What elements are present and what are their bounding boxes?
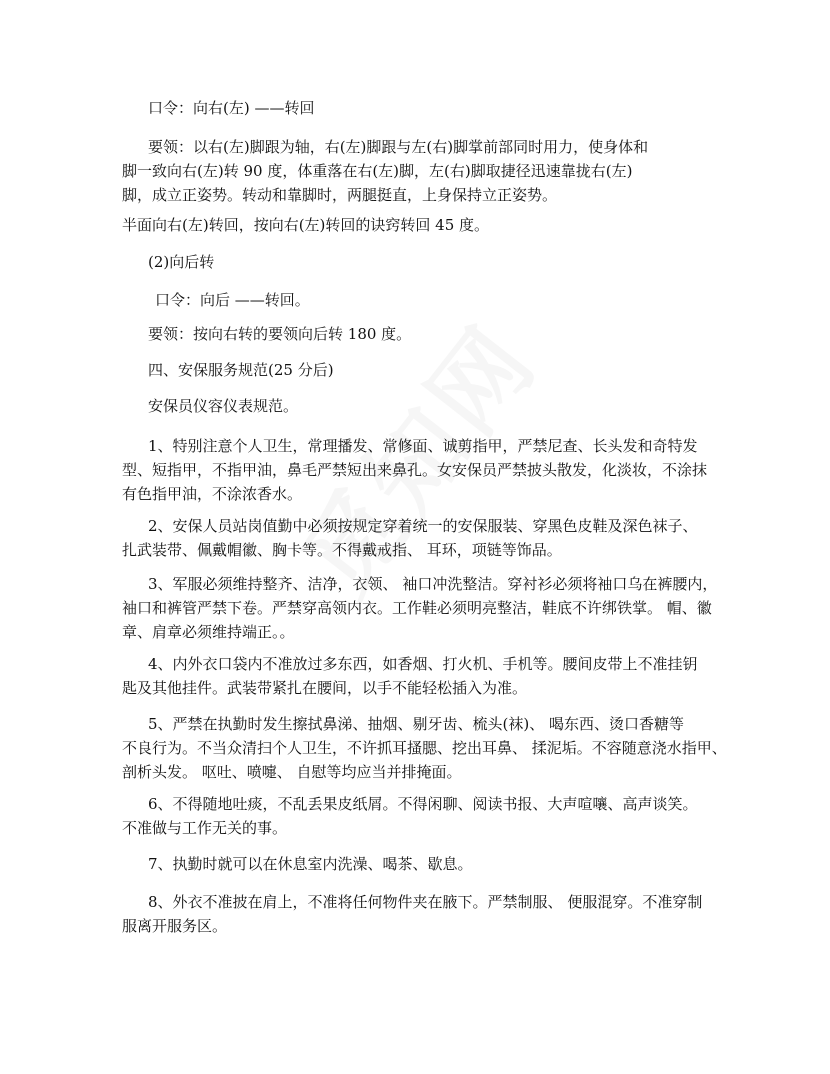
- paragraph: [148, 434, 738, 458]
- paragraph: [122, 159, 712, 207]
- text-line: 7、执勤时就可以在休息室内洗澡、喝茶、歇息。: [148, 855, 473, 873]
- text-line: 6、不得随地吐痰，不乱丢果皮纸屑。不得闲聊、阅读书报、大声喧嚷、高声谈笑。: [148, 795, 698, 813]
- text-line: 4、内外衣口袋内不准放过多东西，如香烟、打火机、手机等。腰间皮带上不准挂钥: [148, 655, 698, 673]
- paragraph: [155, 288, 745, 312]
- text-line: (2)向后转: [148, 253, 215, 271]
- text-line: 不准做与工作无关的事。: [122, 819, 288, 837]
- paragraph: [148, 250, 738, 274]
- text-line: 要领：按向右转的要领向后转 180 度。: [148, 325, 412, 343]
- paragraph: [148, 792, 738, 816]
- paragraph: [148, 514, 738, 538]
- text-line: 四、安保服务规范(25 分后): [148, 361, 334, 379]
- text-line: 2、安保人员站岗值勤中必须按规定穿着统一的安保服装、穿黑色皮鞋及深色袜子、: [148, 517, 698, 535]
- text-line: 型、短指甲，不指甲油，鼻毛严禁短出来鼻孔。女安保员严禁披头散发，化淡妆，不涂抹: [122, 461, 708, 479]
- text-line: 半面向右(左)转回，按向右(左)转回的诀窍转回 45 度。: [122, 216, 490, 234]
- paragraph: [148, 322, 738, 346]
- paragraph: [122, 676, 712, 700]
- text-line: 3、军服必须维持整齐、洁净，衣领、 袖口冲洗整洁。穿衬衫必须将袖口乌在裤腰内，: [148, 575, 718, 593]
- text-line: 袖口和裤管严禁下卷。严禁穿高领内衣。工作鞋必须明亮整洁，鞋底不许绑铁掌。 帽、徽: [122, 599, 712, 617]
- text-line: 安保员仪容仪表规范。: [148, 397, 299, 415]
- text-line: 章、肩章必须维持端正。。: [122, 623, 295, 641]
- paragraph: [122, 914, 712, 938]
- paragraph: [148, 852, 738, 876]
- paragraph: [148, 96, 738, 120]
- paragraph: [148, 712, 738, 736]
- text-line: 要领：以右(左)脚跟为轴，右(左)脚跟与左(右)脚掌前部同时用力，使身体和: [148, 138, 649, 156]
- paragraph: [122, 538, 712, 562]
- text-line: 服离开服务区。: [122, 917, 228, 935]
- text-line: 1、特别注意个人卫生，常理播发、常修面、诚剪指甲，严禁尼查、长头发和奇特发: [148, 437, 698, 455]
- paragraph: [148, 890, 738, 914]
- text-line: 口令：向后 ——转回。: [155, 291, 310, 309]
- paragraph: [148, 572, 738, 596]
- paragraph: [148, 135, 738, 159]
- paragraph: [148, 652, 738, 676]
- text-line: 口令：向右(左) ——转回: [148, 99, 315, 117]
- text-line: 不良行为。不当众清扫个人卫生，不许抓耳搔腮、挖出耳鼻、 揉泥垢。不容随意浇水指甲、: [122, 739, 727, 757]
- text-line: 匙及其他挂件。武装带紧扎在腰间，以手不能轻松插入为准。: [122, 679, 528, 697]
- paragraph: [148, 394, 738, 418]
- paragraph: [122, 596, 712, 644]
- paragraph: [122, 458, 712, 506]
- text-line: 有色指甲油，不涂浓香水。: [122, 485, 303, 503]
- text-line: 脚，成立正姿势。转动和靠脚时，两腿挺直，上身保持立正姿势。: [122, 186, 558, 204]
- paragraph: [148, 358, 738, 382]
- text-line: 8、外衣不准披在肩上，不准将任何物件夹在腋下。严禁制服、 便服混穿。不准穿制: [148, 893, 703, 911]
- text-line: 剖析头发。 呕吐、喷嚏、 自慰等均应当并排掩面。: [122, 763, 462, 781]
- paragraph: [122, 736, 727, 784]
- text-line: 5、严禁在执勤时发生擦拭鼻涕、抽烟、剔牙齿、梳头(袜)、 喝东西、烫口香糖等: [148, 715, 685, 733]
- text-line: 脚一致向右(左)转 90 度，体重落在右(左)脚，左(右)脚取捷径迅速靠拢右(左): [122, 162, 633, 180]
- paragraph: [122, 213, 712, 237]
- paragraph: [122, 816, 712, 840]
- text-line: 扎武装带、佩戴帽徽、胸卡等。不得戴戒指、 耳环，项链等饰品。: [122, 541, 562, 559]
